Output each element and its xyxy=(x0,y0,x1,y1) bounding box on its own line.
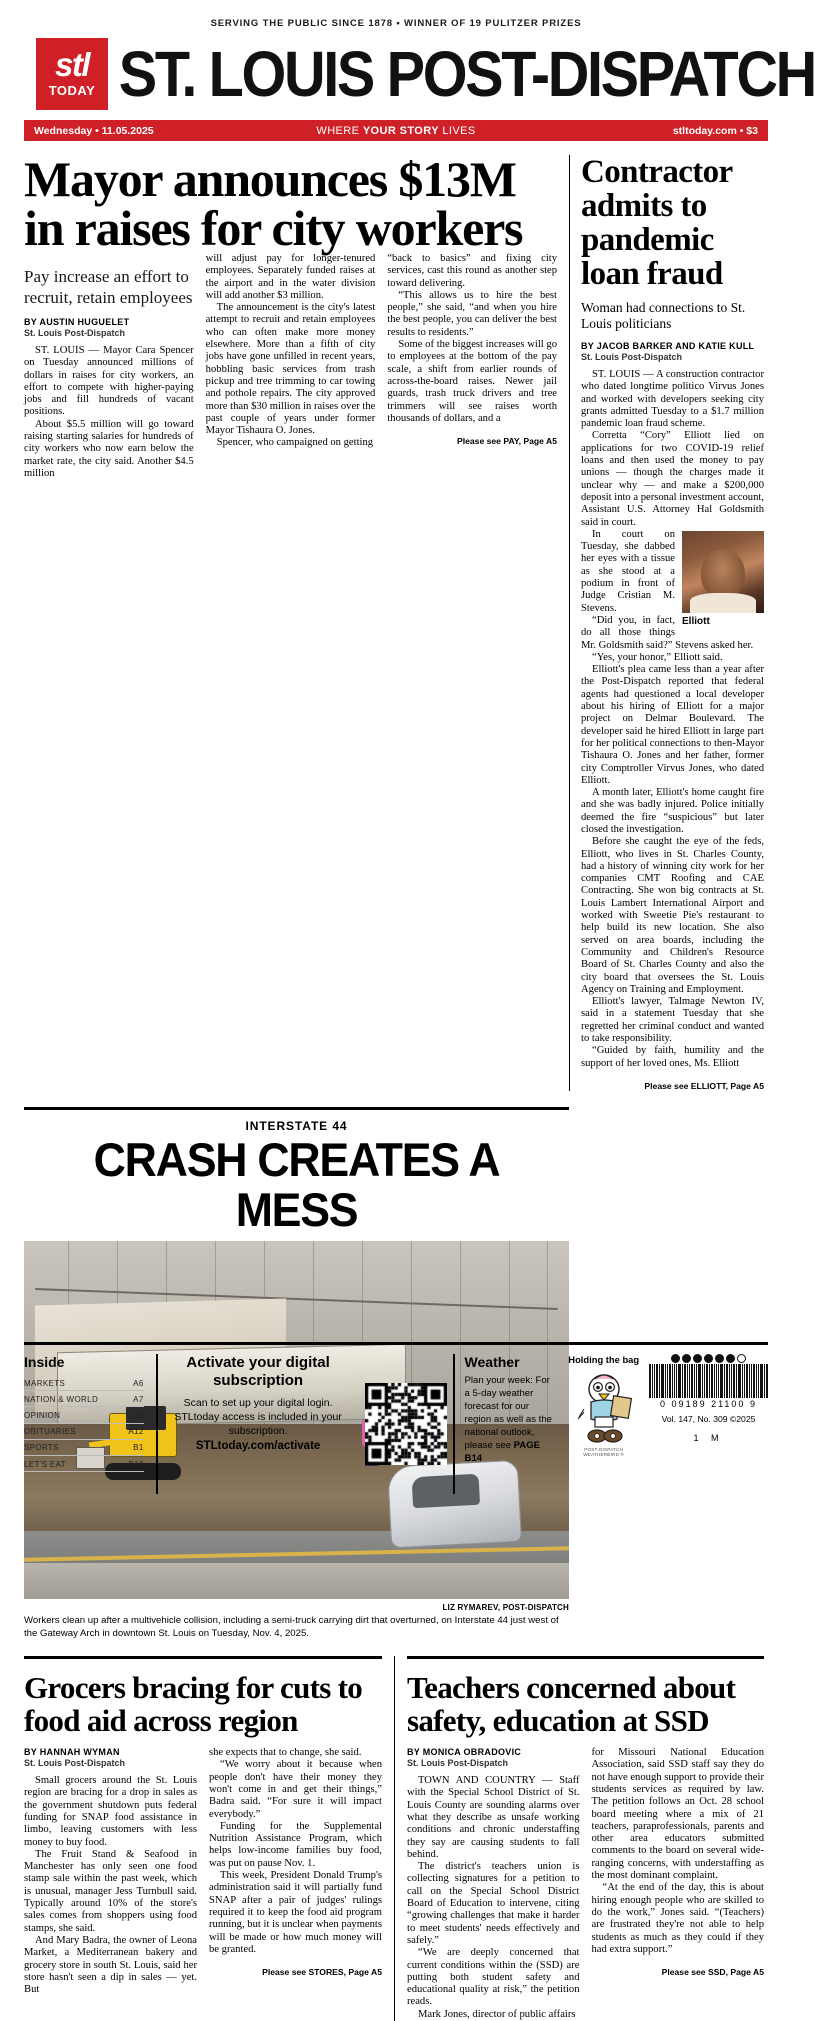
lead-paragraph: ST. LOUIS — Mayor Cara Spencer on Tuesday announced millions of dollars in raises for city workers, an effort to compete with higher-paying jobs and fill hundreds of vacant positions. xyxy=(24,345,194,418)
lead-paragraph: About $5.5 million will go toward raising starting salaries for hundreds of city workers who now earn below the market rate, the city said. Another $4.5 million xyxy=(24,418,194,479)
divider-rule xyxy=(24,1107,569,1110)
inside-row-page: A8 xyxy=(133,1410,144,1420)
rail-paragraph: “Guided by faith, humility and the support of her loved ones, Ms. Elliott xyxy=(581,1045,764,1069)
rail-paragraph: A month later, Elliott's home caught fire and she was badly injured. Police initially deemed the fire “suspicious” but later closed the investigation. xyxy=(581,787,764,835)
upc-bar xyxy=(738,1364,741,1398)
dot xyxy=(682,1354,691,1363)
inside-row-label: MARKETS xyxy=(24,1378,66,1388)
upc-bar xyxy=(726,1364,728,1398)
lead-paragraph: The announcement is the city's latest attempt to recruit and retain employees who can often make more money elsewhere. More than a fifth of city jobs have gone unfilled in recent years, hobbling basic services from trash pickup and tree trimming to car towing and pothole repairs. The city approved more than $30 million in raises over the past couple of years under former Mayor Tishaura O. Jones. xyxy=(205,302,376,437)
lead-paragraph: Spencer, who campaigned on getting xyxy=(216,437,374,449)
tagline-pre: WHERE xyxy=(316,124,363,137)
weather-title: Weather xyxy=(464,1354,520,1370)
inside-row-label: SPORTS xyxy=(24,1443,59,1453)
upc-bar xyxy=(704,1364,705,1398)
lead-paragraph: will adjust pay for longer-tenured employees. Separately funded raises at the airport and in the water division will add another $3 million. xyxy=(205,253,376,301)
grocers-jumpline[interactable]: Please see STORES, Page A5 xyxy=(262,1967,382,1978)
inside-row-label: OPINION xyxy=(24,1410,61,1420)
weatherbird-credit: POST-DISPATCH WEATHERBIRD ® xyxy=(583,1447,625,1457)
upc-bar xyxy=(749,1364,750,1398)
upc-bar xyxy=(714,1364,715,1398)
upc-bar xyxy=(698,1364,701,1398)
upc-bar xyxy=(718,1364,719,1398)
inside-index xyxy=(24,1354,156,1494)
inside-row-label: LET'S EAT xyxy=(24,1459,66,1469)
photo-headline[interactable]: CRASH CREATES A MESS xyxy=(93,1132,500,1236)
upc-bar xyxy=(742,1364,743,1398)
weather-text xyxy=(465,1374,557,1465)
rail-paragraph: In court on Tuesday, she dabbed her eyes with a tissue as she stood at a podium in front of Judge Cristian M. Stevens. xyxy=(581,528,675,614)
rail-byline-org: St. Louis Post-Dispatch xyxy=(581,352,683,362)
dot xyxy=(715,1354,724,1363)
edition-code: 1 M xyxy=(693,1433,724,1443)
grocers-column-2 xyxy=(209,1737,382,1996)
inside-row-page: A6 xyxy=(133,1378,144,1388)
jersey-barrier xyxy=(24,1563,569,1599)
upc-bar xyxy=(694,1364,695,1398)
upc-bar xyxy=(746,1364,748,1398)
teachers-byline: BY MONICA OBRADOVIC xyxy=(407,1747,522,1758)
inside-row-page: A12 xyxy=(128,1427,144,1437)
teachers-paragraph: The district's teachers union is collecting signatures for a petition to call on the Special School District Board of Education to intervene, citing “growing challenges that make it harder to meet students' needs effectively and safely.” xyxy=(407,1861,580,1946)
grocers-paragraph: “We worry about it because when people don't have their money they won't come in and get their things,” Badra said. “For sure it will impact everybody.” xyxy=(209,1759,382,1820)
teachers-jumpline[interactable]: Please see SSD, Page A5 xyxy=(661,1967,764,1978)
bird-icon xyxy=(571,1367,637,1445)
upc-bar xyxy=(652,1364,653,1398)
subscription-text: Scan to set up your digital login. STLtoday access is included in your subscription. xyxy=(174,1397,342,1437)
tagline xyxy=(266,125,527,137)
upc-bar xyxy=(716,1364,717,1398)
inside-row-page: A7 xyxy=(133,1394,144,1404)
rail-paragraph: “Did you, in fact, do all those things Mr. Goldsmith said?” Stevens asked her. xyxy=(581,614,754,651)
grocers-headline[interactable]: Grocers bracing for cuts to food aid across region xyxy=(24,1670,363,1739)
upc-bar xyxy=(751,1364,752,1398)
inside-rows xyxy=(24,1375,144,1472)
lead-paragraph: “back to basics” and fixing city services, cast this round as another step toward delivering. xyxy=(387,253,558,289)
grocers-paragraph: Funding for the Supplemental Nutrition Assistance Program, which helps low-income families buy food, was put on pause Nov. 1. xyxy=(209,1820,382,1869)
grocers-paragraph: she expects that to change, she said. xyxy=(209,1747,362,1759)
upc-bar xyxy=(696,1364,697,1398)
upc-bar xyxy=(733,1364,735,1398)
grocers-paragraph: Small grocers around the St. Louis region are bracing for a drop in sales as the government shutdown puts federal funding for SNAP food assistance in limbo, leaving customers with less money to buy food. xyxy=(24,1775,197,1848)
rail-paragraph: “Yes, your honor,” Elliott said. xyxy=(592,651,723,663)
teachers-paragraph: Mark Jones, director of public affairs xyxy=(418,2008,576,2020)
top-section xyxy=(24,151,768,1091)
volume-info: Vol. 147, No. 309 ©2025 xyxy=(661,1414,756,1424)
upc-bar xyxy=(709,1364,710,1398)
teachers-byline-org: St. Louis Post-Dispatch xyxy=(407,1758,509,1769)
lead-byline-org: St. Louis Post-Dispatch xyxy=(24,328,126,338)
upc-bar xyxy=(756,1364,757,1398)
lower-section xyxy=(24,1656,768,2021)
logo-stl-text: stl xyxy=(54,46,89,83)
upc-bar xyxy=(676,1364,677,1398)
teachers-headline[interactable]: Teachers concerned about safety, education at SSD xyxy=(407,1670,736,1739)
tagline-post: LIVES xyxy=(438,124,476,137)
inside-row-label: OBITUARIES xyxy=(24,1427,76,1437)
upc-bar xyxy=(678,1364,681,1398)
grocers-byline-org: St. Louis Post-Dispatch xyxy=(24,1758,126,1769)
upc-bar xyxy=(760,1364,763,1398)
upc-bar xyxy=(656,1364,658,1398)
lead-paragraph: Some of the biggest increases will go to employees at the bottom of the pay scale, a shift from earlier rounds of across-the-board raises. Newer jail guards, trash truck drivers and tree trimmers will see raises worth thousands of dollars, and a xyxy=(387,339,558,424)
upc-bars xyxy=(649,1364,768,1398)
upc-bar xyxy=(729,1364,730,1398)
grocers-column-1 xyxy=(24,1737,197,1996)
upc-bar xyxy=(753,1364,755,1398)
lead-columns xyxy=(24,253,557,480)
photo-credit: LIZ RYMAREV, POST-DISPATCH xyxy=(442,1602,569,1612)
lead-deck: Pay increase an effort to recruit, retain employees xyxy=(24,267,193,307)
upc-bar xyxy=(674,1364,675,1398)
upc-bar xyxy=(711,1364,713,1398)
slugline: SERVING THE PUBLIC SINCE 1878 • WINNER OF 19 PULITZER PRIZES xyxy=(210,18,582,29)
upc-bar xyxy=(687,1364,688,1398)
upc-bar xyxy=(724,1364,725,1398)
teachers-columns xyxy=(407,1737,764,2021)
subscription-promo xyxy=(156,1354,359,1494)
inside-row[interactable] xyxy=(24,1440,144,1456)
upc-bar xyxy=(682,1364,683,1398)
rail-paragraph: Elliott's plea came less than a year after the Post-Dispatch reported that federal agents had questioned a local developer about his hiring of Elliott for a major project on Delmar Boulevard. The developer said he hired Elliott in large part for her political connections to then-Mayor Tishaura O. Jones and her father, former city Comptroller Virvus Jones, who dated Elliott. xyxy=(581,664,764,786)
upc-bar xyxy=(731,1364,732,1398)
upc-bar xyxy=(691,1364,693,1398)
lead-headline[interactable]: Mayor announces $13M in raises for city workers xyxy=(24,151,523,256)
barcode-number: 0 09189 21100 9 xyxy=(660,1399,757,1409)
inside-row[interactable] xyxy=(24,1391,144,1407)
rail-byline: BY JACOB BARKER AND KATIE KULL xyxy=(581,341,755,351)
grocers-paragraph: And Mary Badra, the owner of Leona Market, a Mediterranean bakery and grocery store in south St. Louis, said her store hasn't seen a dip in sales — yet. But xyxy=(24,1934,197,1996)
elliott-portrait-photo xyxy=(682,531,764,613)
inside-title: Inside xyxy=(24,1354,65,1370)
grocers-paragraph: The Fruit Stand & Seafood in Manchester has only seen one food stamp sale within the past week, which is unusual, manager Jess Turnbull said. Typically around 10% of the store's sales comes from shoppers using food stamps, she said. xyxy=(24,1848,197,1934)
upc-bar xyxy=(764,1364,765,1398)
grocers-paragraph: This week, President Donald Trump's administration said it will partially fund SNAP after a pair of judges' rulings required it to keep the food aid program running, but it is unclear when payments will be made or how much money will be granted. xyxy=(209,1870,382,1955)
tagline-bold: YOUR STORY xyxy=(362,124,439,137)
rail-headline[interactable]: Contractor admits to pandemic loan fraud xyxy=(581,154,733,292)
upc-bar xyxy=(736,1364,737,1398)
lead-byline: BY AUSTIN HUGUELET xyxy=(24,317,130,327)
lead-story xyxy=(24,151,569,1091)
photo-kicker: INTERSTATE 44 xyxy=(245,1118,348,1133)
upc-bar xyxy=(672,1364,673,1398)
grocers-columns xyxy=(24,1737,382,1996)
subscription-title: Activate your digital subscription xyxy=(186,1354,330,1389)
dot xyxy=(726,1354,735,1363)
weatherbird-title: Holding the bag xyxy=(568,1354,640,1365)
page-footer xyxy=(24,1342,768,1494)
lead-column-1 xyxy=(24,253,194,480)
masthead xyxy=(24,38,815,110)
lead-jumpline[interactable]: Please see PAY, Page A5 xyxy=(457,436,558,447)
qr-code[interactable] xyxy=(365,1383,447,1465)
upc-bar xyxy=(667,1364,668,1398)
inside-row[interactable] xyxy=(24,1407,144,1423)
weather-text-body: Plan your week: For a 5-day weather forecast for our region as well as the national outlook, please see xyxy=(464,1375,552,1451)
weather-promo xyxy=(453,1354,567,1494)
weatherbird-art xyxy=(571,1367,637,1445)
grocers-story xyxy=(24,1656,394,2021)
upc-bar xyxy=(661,1364,664,1398)
upc-bar xyxy=(758,1364,759,1398)
barcode-block xyxy=(641,1354,768,1494)
upc-bar xyxy=(654,1364,655,1398)
rail-paragraph: Corretta “Cory” Elliott lied on applications for two COVID-19 relief loans and then used the money to pay unions — though the charges made it unclear why — and make a $200,000 deposit into a personal investment account, Assistant U.S. Attorney Hal Goldsmith said in court. xyxy=(581,430,764,528)
subscription-url[interactable]: STLtoday.com/activate xyxy=(195,1440,321,1452)
rail-paragraph: Before she caught the eye of the feds, Elliott, who lives in St. Charles County, had a history of winning city work for her companies CMT Roofing and CAE Contracting. She won big contracts at St. Louis Lambert International Airport and worked with Sweetie Pie's restaurant to help build its new location. She also served on area boards, including the Community and Children's Resource Board of St. Charles County and also the city board that oversees the St. Louis Agency on Training and Employment. xyxy=(581,836,764,995)
teachers-paragraph: “We are deeply concerned that current conditions within the (SSD) are putting both student safety and educational quality at risk,” the petition reads. xyxy=(407,1947,580,2008)
dot xyxy=(704,1354,713,1363)
upc-bar xyxy=(744,1364,745,1398)
teachers-column-1 xyxy=(407,1737,580,2021)
teachers-paragraph: TOWN AND COUNTRY — Staff with the Special School District of St. Louis County are sounding alarms over what they describe as unsafe working conditions and chronic understaffing they say are causing students to fall behind. xyxy=(407,1775,580,1860)
teachers-column-2 xyxy=(592,1737,765,2021)
newspaper-title: ST. LOUIS POST-DISPATCH xyxy=(118,38,815,110)
inside-row-page: B1 xyxy=(133,1443,144,1453)
weatherbird-cartoon xyxy=(566,1354,641,1494)
teachers-paragraph: “At the end of the day, this is about hiring enough people who are skilled to do the work,” Jones said. “(Teachers) are frustrated they're not able to help students as much as they could if they had extra support.” xyxy=(591,1882,764,1955)
divider-rule xyxy=(407,1656,764,1737)
stl-today-logo[interactable] xyxy=(36,38,108,110)
weather-page-ref[interactable]: PAGE B14 xyxy=(464,1440,541,1464)
inside-row-label: NATION & WORLD xyxy=(24,1394,99,1404)
lead-column-2 xyxy=(206,253,376,480)
upc-bar xyxy=(665,1364,666,1398)
upc-bar xyxy=(689,1364,690,1398)
upc-bar xyxy=(766,1364,768,1398)
upc-bar xyxy=(702,1364,703,1398)
dot xyxy=(693,1354,702,1363)
teachers-paragraph: for Missouri National Education Association, said SSD staff say they do not have enough support to provide their students services as required by law. The petition follows an Oct. 28 school board meeting where a mix of 21 teachers, paraprofessionals, parents and other area educators submitted comments to the board on several wide-ranging concerns, with understaffing as the most dominant complaint. xyxy=(591,1747,764,1882)
lead-column-3 xyxy=(387,253,557,480)
date-bar xyxy=(24,120,768,141)
rail-jumpline[interactable]: Please see ELLIOTT, Page A5 xyxy=(644,1080,764,1091)
inside-row[interactable] xyxy=(24,1424,144,1440)
grocers-byline: BY HANNAH WYMAN xyxy=(24,1747,120,1758)
photo-caption: Workers clean up after a multivehicle collision, including a semi-truck carrying dirt that overturned, on Interstate 44 just west of the Gateway Arch in downtown St. Louis on Tuesday, Nov. 4, 2025. xyxy=(24,1614,559,1639)
teachers-story xyxy=(394,1656,764,2021)
lead-paragraph: “This allows us to hire the best people,” she said, “and when you hire the best people, you can deliver the best results to residents.” xyxy=(387,289,558,338)
divider-rule xyxy=(24,1656,382,1737)
upc-bar xyxy=(684,1364,686,1398)
inside-row[interactable] xyxy=(24,1375,144,1391)
dot-open xyxy=(737,1354,746,1363)
logo-today-text: TODAY xyxy=(48,83,96,98)
inside-row-page: B12 xyxy=(128,1459,144,1469)
upc-bar xyxy=(669,1364,671,1398)
rail-story xyxy=(569,155,764,1091)
inside-row[interactable] xyxy=(24,1456,144,1472)
rail-deck: Woman had connections to St. Louis politicians xyxy=(581,300,746,331)
rail-paragraph: Elliott's lawyer, Talmage Newton IV, said in a statement Tuesday that she regretted her criminal conduct and wanted to take responsibility. xyxy=(581,996,764,1045)
upc-bar xyxy=(720,1364,723,1398)
dot xyxy=(671,1354,680,1363)
rail-paragraph: ST. LOUIS — A construction contractor who dated longtime politico Virvus Jones and worked with developers seeking city grants admitted Tuesday to a $1.7 million pandemic loan fraud scheme. xyxy=(581,369,764,430)
publication-date: Wednesday • 11.05.2025 xyxy=(34,124,154,137)
upc-bar xyxy=(706,1364,708,1398)
portrait-figure xyxy=(682,531,764,627)
portrait-caption: Elliott xyxy=(682,615,710,627)
registration-dots xyxy=(649,1354,768,1363)
upc-bar xyxy=(659,1364,660,1398)
upc-bar xyxy=(649,1364,651,1398)
website-and-price[interactable]: stltoday.com • $3 xyxy=(672,124,758,137)
